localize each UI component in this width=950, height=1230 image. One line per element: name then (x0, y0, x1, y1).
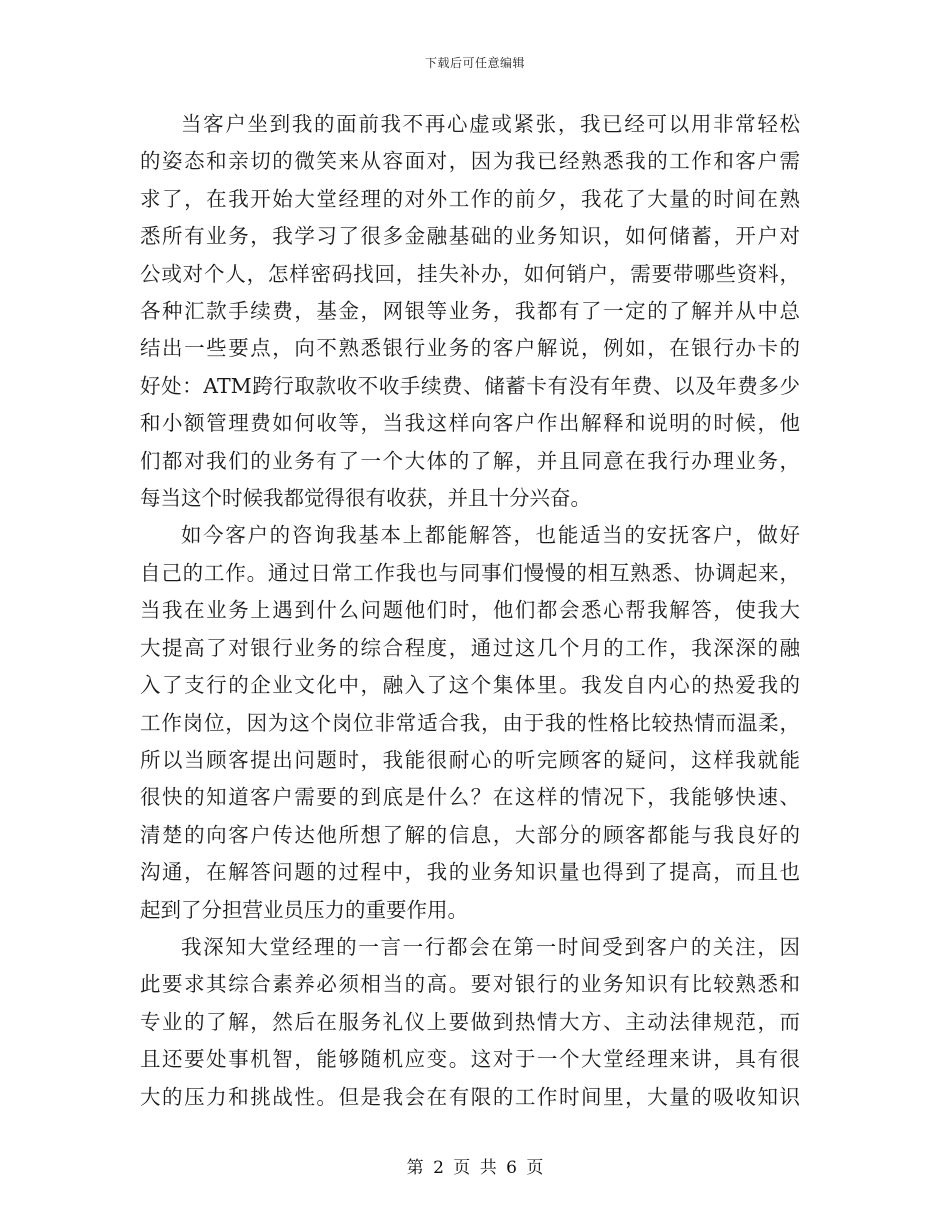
text-line: 们都对我们的业务有了一个大体的了解，并且同意在我行办理业务， (140, 448, 800, 473)
text-line: 起到了分担营业员压力的重要作用。 (140, 897, 468, 922)
text-line: 沟通，在解答问题的过程中，我的业务知识量也得到了提高，而且也 (140, 860, 800, 885)
text-line: 如今客户的咨询我基本上都能解答，也能适当的安抚客户，做好 (181, 523, 800, 548)
text-line: 公或对个人，怎样密码找回，挂失补办，如何销户，需要带哪些资料， (140, 261, 800, 286)
text-line: 且还要处事机智，能够随机应变。这对于一个大堂经理来讲，具有很 (140, 1047, 800, 1072)
text-line: 大的压力和挑战性。但是我会在有限的工作时间里，大量的吸收知识 (140, 1084, 800, 1109)
text-line: 当客户坐到我的面前我不再心虚或紧张，我已经可以用非常轻松 (181, 112, 800, 136)
text-line: 好处：ATM跨行取款收不收手续费、储蓄卡有没有年费、以及年费多少 (140, 373, 800, 398)
text-line: 和小额管理费如何收等，当我这样向客户作出解释和说明的时候，他 (140, 411, 800, 436)
text-line: 专业的了解，然后在服务礼仪上要做到热情大方、主动法律规范，而 (140, 1009, 800, 1034)
paragraph-3 (140, 929, 800, 1116)
text-line: 此要求其综合素养必须相当的高。要对银行的业务知识有比较熟悉和 (140, 972, 800, 997)
paragraph-2 (140, 517, 800, 928)
text-line: 悉所有业务，我学习了很多金融基础的业务知识，如何储蓄，开户对 (140, 224, 800, 249)
text-line: 很快的知道客户需要的到底是什么？在这样的情况下，我能够快速、 (140, 785, 800, 810)
page-header: 下载后可任意编辑 (424, 56, 525, 70)
text-line: 大提高了对银行业务的综合程度，通过这几个月的工作，我深深的融 (140, 635, 800, 660)
text-line: 自己的工作。通过日常工作我也与同事们慢慢的相互熟悉、协调起来， (140, 560, 800, 585)
text-line: 所以当顾客提出问题时，我能很耐心的听完顾客的疑问，这样我就能 (140, 747, 800, 772)
text-line: 清楚的向客户传达他所想了解的信息，大部分的顾客都能与我良好的 (140, 822, 800, 847)
page-number: 第 2 页 共 6 页 (406, 1158, 544, 1178)
text-line: 求了，在我开始大堂经理的对外工作的前夕，我花了大量的时间在熟 (140, 186, 800, 211)
text-line: 的姿态和亲切的微笑来从容面对，因为我已经熟悉我的工作和客户需 (140, 149, 800, 174)
text-line: 当我在业务上遇到什么问题他们时，他们都会悉心帮我解答，使我大 (140, 598, 800, 623)
text-line: 结出一些要点，向不熟悉银行业务的客户解说，例如，在银行办卡的 (140, 336, 800, 361)
text-line: 每当这个时候我都觉得很有收获，并且十分兴奋。 (140, 486, 591, 511)
text-line: 入了支行的企业文化中，融入了这个集体里。我发自内心的热爱我的 (140, 673, 800, 698)
text-line: 各种汇款手续费，基金，网银等业务，我都有了一定的了解并从中总 (140, 299, 800, 324)
document-body (140, 106, 800, 1116)
text-line: 我深知大堂经理的一言一行都会在第一时间受到客户的关注，因 (181, 934, 800, 959)
paragraph-1 (140, 106, 800, 517)
text-line: 工作岗位，因为这个岗位非常适合我，由于我的性格比较热情而温柔， (140, 710, 800, 735)
